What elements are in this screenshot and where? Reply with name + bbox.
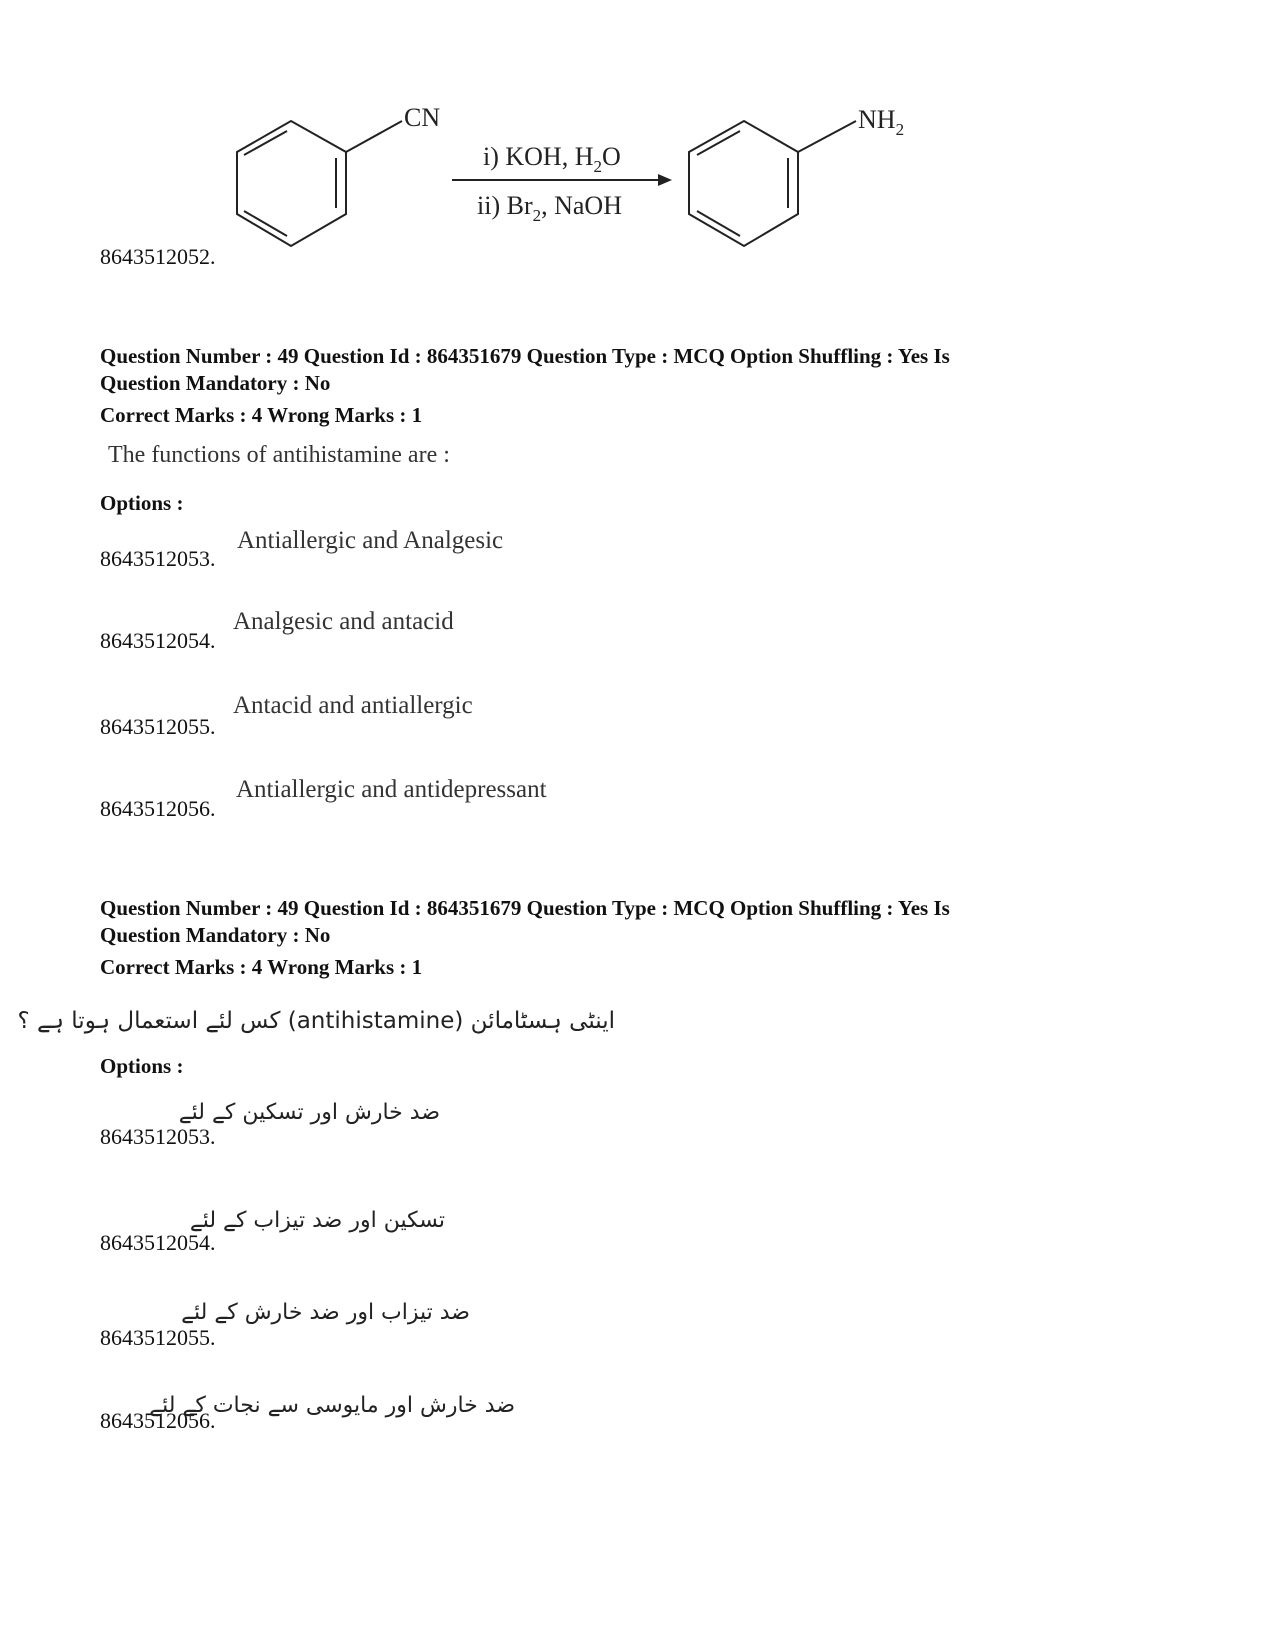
option-number: 8643512052.: [100, 244, 216, 269]
option-text: ضد تیزاب اور ضد خارش کے لئے: [181, 1300, 470, 1325]
option-number: 8643512053.: [100, 546, 216, 571]
option-text: Antiallergic and Analgesic: [237, 527, 504, 554]
option-text: Analgesic and antacid: [233, 608, 454, 635]
option-text: Antiallergic and antidepressant: [236, 776, 547, 803]
nh2-group-label: $NH_2$: [858, 105, 905, 139]
marks-line: Correct Marks : 4 Wrong Marks : 1: [100, 403, 423, 427]
reagent-step-1: i) KOH, $H_2O$: [483, 142, 621, 176]
option-number: 8643512055.: [100, 714, 216, 739]
benzene-ring-right: [689, 121, 856, 246]
option-number: 8643512054.: [100, 628, 216, 653]
marks-line: Correct Marks : 4 Wrong Marks : 1: [100, 955, 423, 979]
benzene-ring-left: [237, 121, 402, 246]
question-text: اینٹی ہسٹامائن (antihistamine) کس لئے استعمال ہوتا ہے ؟: [17, 1008, 615, 1034]
options-label: Options :: [100, 491, 184, 515]
option-text: Antacid and antiallergic: [233, 692, 473, 719]
option-text: ضد خارش اور مایوسی سے نجات کے لئے: [149, 1393, 515, 1418]
option-number: 8643512054.: [100, 1230, 216, 1255]
option-number: 8643512053.: [100, 1124, 216, 1149]
option-number: 8643512055.: [100, 1325, 216, 1350]
cn-group-label: CN: [404, 103, 441, 132]
question-text: The functions of antihistamine are :: [108, 442, 450, 468]
reaction-arrow: [452, 174, 672, 186]
question-header: Question Number : 49 Question Id : 864351679 Question Type : MCQ Option Shuffling : Yes Is Question Mandatory : No: [100, 896, 950, 947]
option-number: 8643512056.: [100, 796, 216, 821]
question-header: Question Number : 49 Question Id : 864351679 Question Type : MCQ Option Shuffling : Yes Is Question Mandatory : No: [100, 344, 950, 395]
option-number: 8643512056.: [100, 1408, 216, 1433]
option-text: ضد خارش اور تسکین کے لئے: [178, 1100, 440, 1125]
option-text: تسکین اور ضد تیزاب کے لئے: [189, 1208, 445, 1233]
options-label: Options :: [100, 1054, 184, 1078]
reagent-step-2: ii) $Br_2$, NaOH: [477, 191, 622, 225]
